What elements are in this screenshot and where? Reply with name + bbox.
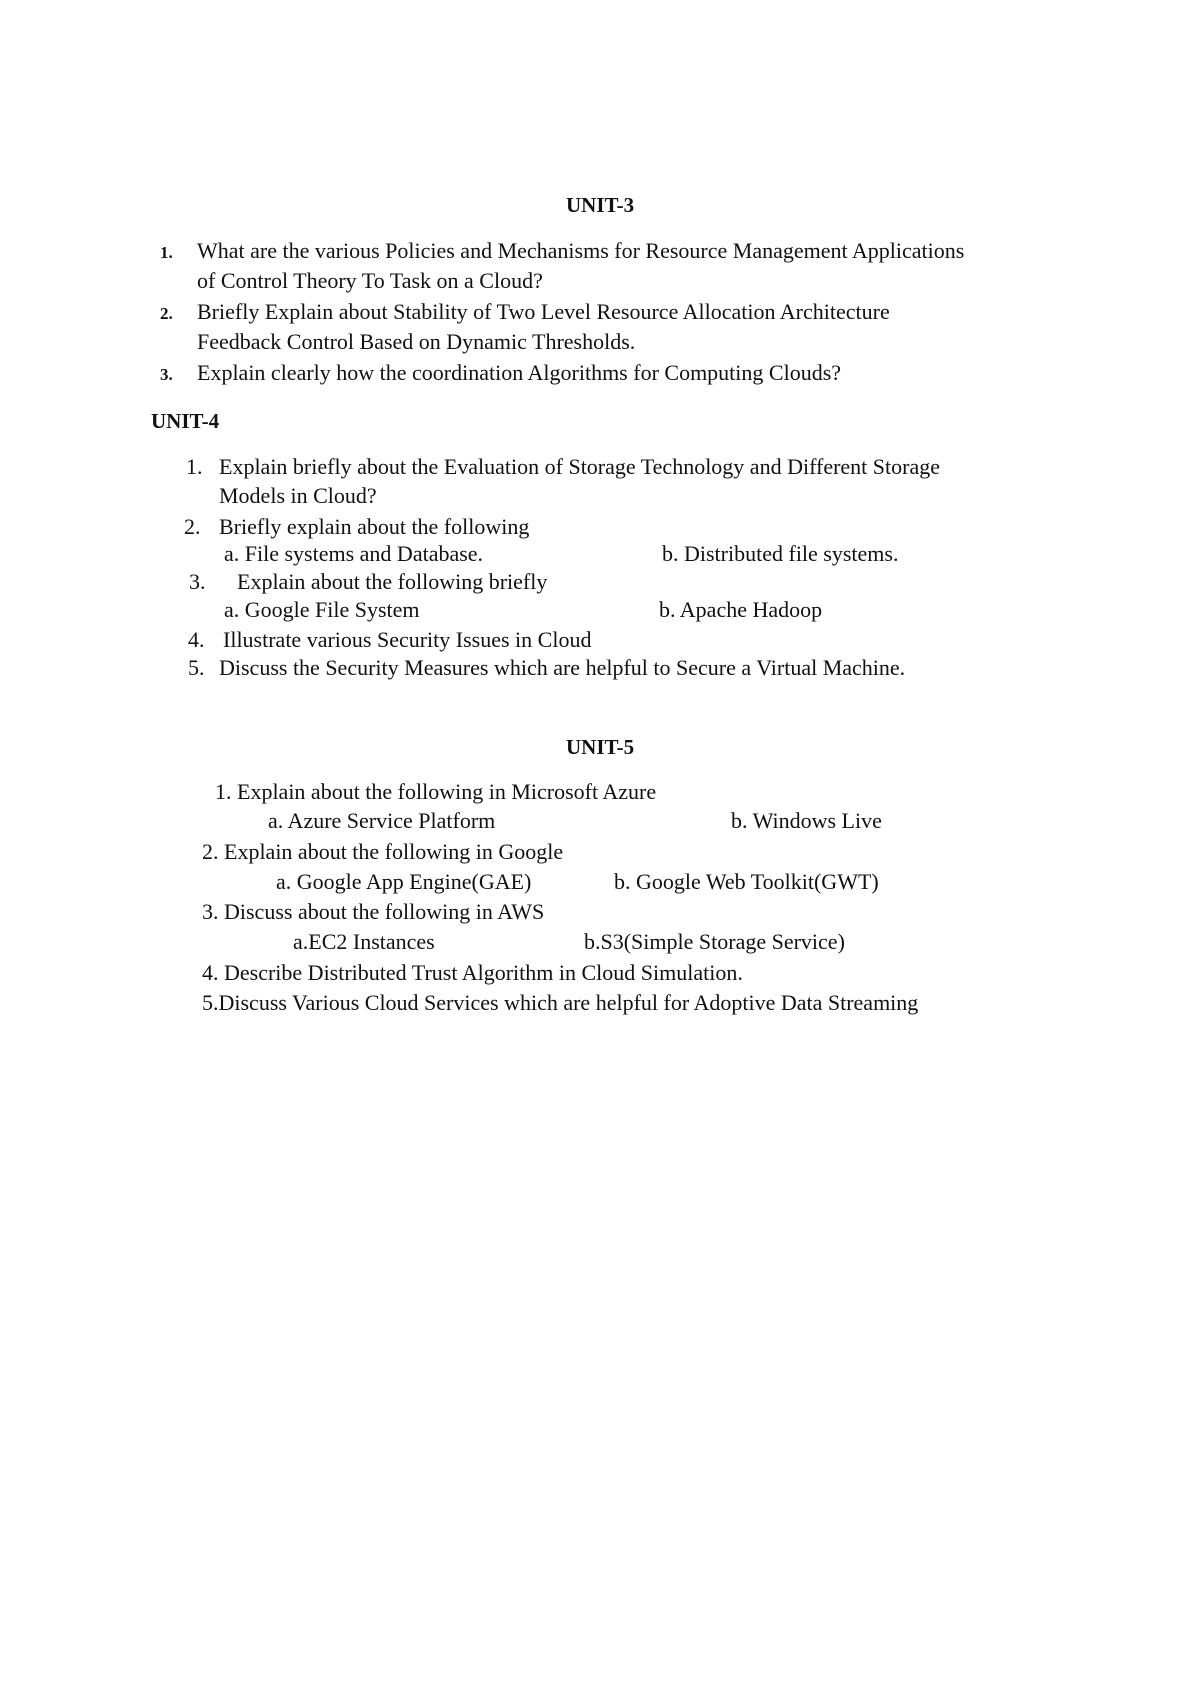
unit4-heading: UNIT-4 bbox=[151, 409, 220, 433]
unit4-item-2-line-1: Briefly explain about the following bbox=[219, 514, 530, 539]
unit4-item-3-sub-b: b. Apache Hadoop bbox=[659, 597, 823, 622]
unit5-item-1-sub-a: a. Azure Service Platform bbox=[268, 808, 496, 833]
unit4-item-1-number: 1. bbox=[186, 454, 203, 479]
unit3-item-2-line-1: Briefly Explain about Stability of Two Level Resource Allocation Architecture bbox=[197, 299, 890, 324]
unit5-item-4: 4. Describe Distributed Trust Algorithm in Cloud Simulation. bbox=[202, 960, 743, 985]
unit4-item-3-line-1: Explain about the following briefly bbox=[237, 569, 548, 594]
unit5-item-2-sub-b: b. Google Web Toolkit(GWT) bbox=[614, 869, 879, 894]
unit4-item-2-number: 2. bbox=[184, 514, 201, 539]
unit3-item-2-number: 2. bbox=[160, 304, 173, 323]
unit4-item-3-number: 3. bbox=[189, 569, 206, 594]
unit4-item-4-line-1: Illustrate various Security Issues in Cloud bbox=[223, 627, 592, 652]
unit3-item-3-line-1: Explain clearly how the coordination Algorithms for Computing Clouds? bbox=[197, 360, 842, 385]
unit5-item-3-sub-b: b.S3(Simple Storage Service) bbox=[584, 929, 845, 954]
unit4-item-1-line-2: Models in Cloud? bbox=[219, 483, 377, 508]
unit5-item-1: 1. Explain about the following in Microsoft Azure bbox=[215, 779, 657, 804]
unit5-item-2-sub-a: a. Google App Engine(GAE) bbox=[276, 869, 532, 894]
unit5-heading: UNIT-5 bbox=[566, 735, 635, 759]
unit4-item-2-sub-b: b. Distributed file systems. bbox=[662, 541, 899, 566]
unit4-item-1-line-1: Explain briefly about the Evaluation of Storage Technology and Different Storage bbox=[219, 454, 940, 479]
unit5-item-3-sub-a: a.EC2 Instances bbox=[293, 929, 435, 954]
unit5-item-1-sub-b: b. Windows Live bbox=[731, 808, 882, 833]
unit3-item-2-line-2: Feedback Control Based on Dynamic Thresholds. bbox=[197, 329, 636, 354]
unit5-item-3: 3. Discuss about the following in AWS bbox=[202, 899, 545, 924]
unit4-item-5-line-1: Discuss the Security Measures which are helpful to Secure a Virtual Machine. bbox=[219, 655, 906, 680]
unit4-item-5-number: 5. bbox=[188, 655, 205, 680]
unit3-item-1-number: 1. bbox=[160, 243, 173, 262]
unit5-item-2: 2. Explain about the following in Google bbox=[202, 839, 564, 864]
unit3-item-3-number: 3. bbox=[160, 365, 173, 384]
unit4-item-4-number: 4. bbox=[188, 627, 205, 652]
unit5-item-5: 5.Discuss Various Cloud Services which are helpful for Adoptive Data Streaming bbox=[202, 990, 919, 1015]
unit3-item-1-line-2: of Control Theory To Task on a Cloud? bbox=[197, 268, 543, 293]
unit3-heading: UNIT-3 bbox=[566, 193, 635, 217]
unit4-item-2-sub-a: a. File systems and Database. bbox=[224, 541, 484, 566]
unit3-item-1-line-1: What are the various Policies and Mechanisms for Resource Management Applications bbox=[197, 238, 965, 263]
unit4-item-3-sub-a: a. Google File System bbox=[224, 597, 420, 622]
